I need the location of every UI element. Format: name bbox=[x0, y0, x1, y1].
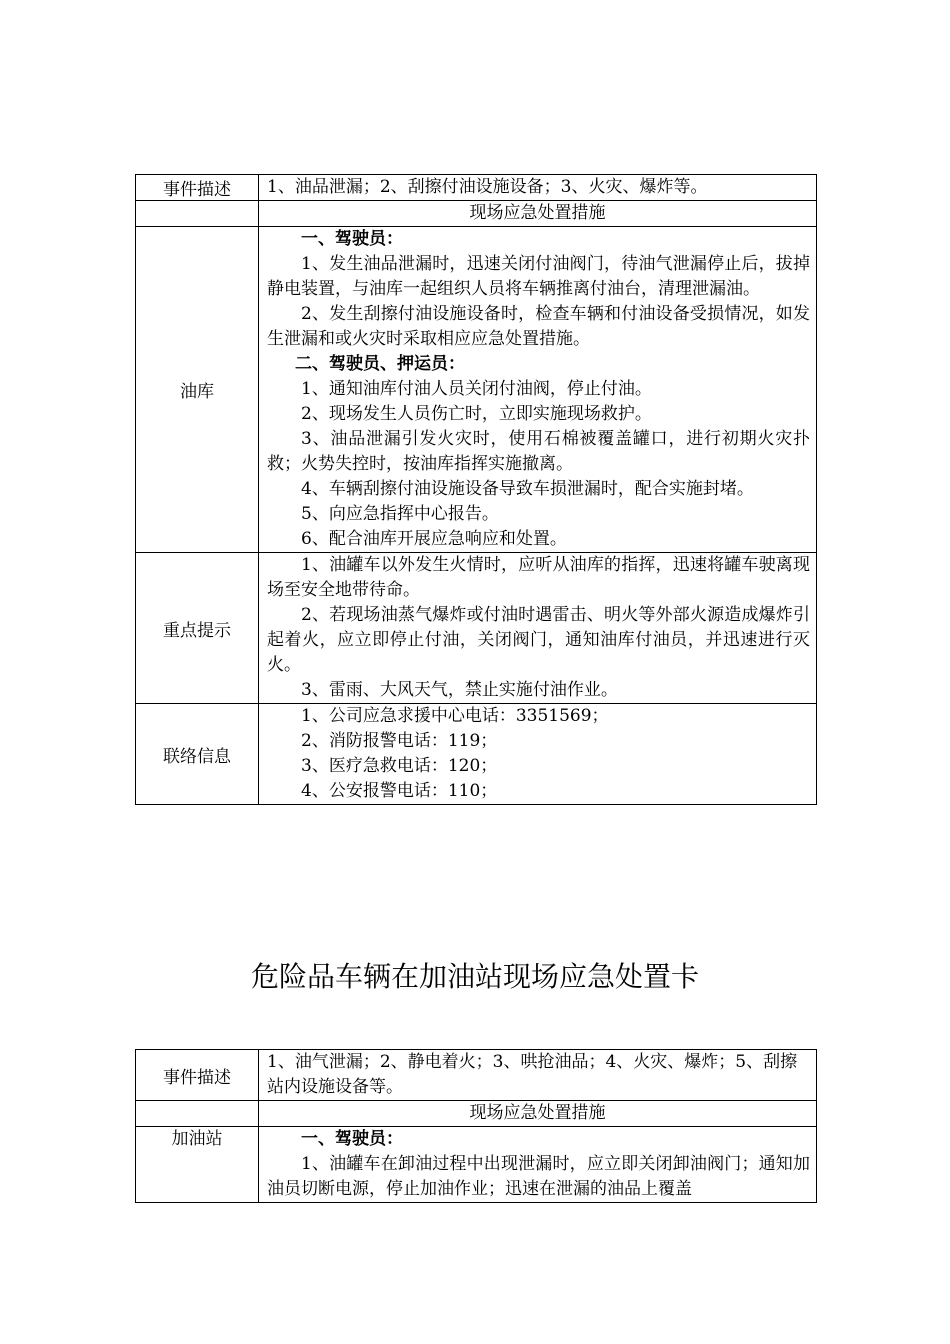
measure-item: 1、发生油品泄漏时，迅速关闭付油阀门，待油气泄漏停止后，拔掉静电装置，与油库一起组织人员将车辆推离付油台，清理泄漏油。 bbox=[267, 254, 810, 299]
tips-label: 重点提示 bbox=[136, 553, 259, 704]
tip-item: 1、油罐车以外发生火情时，应听从油库的指挥，迅速将罐车驶离现场至安全地带待命。 bbox=[267, 555, 810, 600]
contact-item: 2、消防报警电话：119； bbox=[301, 731, 498, 751]
empty-cell bbox=[136, 1101, 259, 1127]
measure-item: 1、通知油库付油人员关闭付油阀，停止付油。 bbox=[301, 379, 652, 399]
depot-measures bbox=[259, 227, 817, 553]
measure-item: 2、发生刮擦付油设施设备时，检查车辆和付油设备受损情况，如发生泄漏和或火灾时采取相应应急处置措施。 bbox=[267, 304, 810, 349]
event-label: 事件描述 bbox=[136, 175, 259, 201]
event-label: 事件描述 bbox=[136, 1050, 259, 1101]
measures-header: 现场应急处置措施 bbox=[259, 201, 817, 227]
measure-item: 6、配合油库开展应急响应和处置。 bbox=[301, 529, 567, 549]
event-description: 1、油品泄漏；2、刮擦付油设施设备；3、火灾、爆炸等。 bbox=[259, 175, 817, 201]
emergency-card-depot bbox=[135, 174, 817, 805]
depot-label: 油库 bbox=[136, 227, 259, 553]
section-title: 一、驾驶员： bbox=[301, 229, 403, 249]
station-label: 加油站 bbox=[136, 1127, 259, 1203]
contact-item: 3、医疗急救电话：120； bbox=[301, 756, 498, 776]
page-title: 危险品车辆在加油站现场应急处置卡 bbox=[250, 960, 699, 993]
station-measures bbox=[259, 1127, 817, 1203]
measure-item: 4、车辆刮擦付油设施设备导致车损泄漏时，配合实施封堵。 bbox=[301, 479, 754, 499]
measures-header: 现场应急处置措施 bbox=[259, 1101, 817, 1127]
section-title: 二、驾驶员、押运员： bbox=[295, 354, 465, 374]
contact-label: 联络信息 bbox=[136, 704, 259, 805]
emergency-card-station bbox=[135, 1049, 817, 1203]
measure-item: 5、向应急指挥中心报告。 bbox=[301, 504, 499, 524]
measure-item: 1、油罐车在卸油过程中出现泄漏时，应立即关闭卸油阀门；通知加油员切断电源，停止加油作业；迅速在泄漏的油品上覆盖 bbox=[267, 1154, 810, 1199]
tip-item: 2、若现场油蒸气爆炸或付油时遇雷击、明火等外部火源造成爆炸引起着火，应立即停止付油，关闭阀门，通知油库付油员，并迅速进行灭火。 bbox=[267, 605, 810, 675]
measure-item: 3、油品泄漏引发火灾时，使用石棉被覆盖罐口，进行初期火灾扑救；火势失控时，按油库指挥实施撤离。 bbox=[267, 429, 810, 474]
section-title: 一、驾驶员： bbox=[301, 1129, 403, 1149]
contact-item: 4、公安报警电话：110； bbox=[301, 781, 498, 801]
contact-item: 1、公司应急求援中心电话：3351569； bbox=[301, 706, 609, 726]
event-description: 1、油气泄漏；2、静电着火；3、哄抢油品；4、火灾、爆炸；5、刮擦站内设施设备等。 bbox=[259, 1050, 817, 1101]
tip-item: 3、雷雨、大风天气，禁止实施付油作业。 bbox=[301, 680, 618, 700]
measure-item: 2、现场发生人员伤亡时，立即实施现场救护。 bbox=[301, 404, 652, 424]
contact-content bbox=[259, 704, 817, 805]
empty-cell bbox=[136, 201, 259, 227]
tips-content bbox=[259, 553, 817, 704]
